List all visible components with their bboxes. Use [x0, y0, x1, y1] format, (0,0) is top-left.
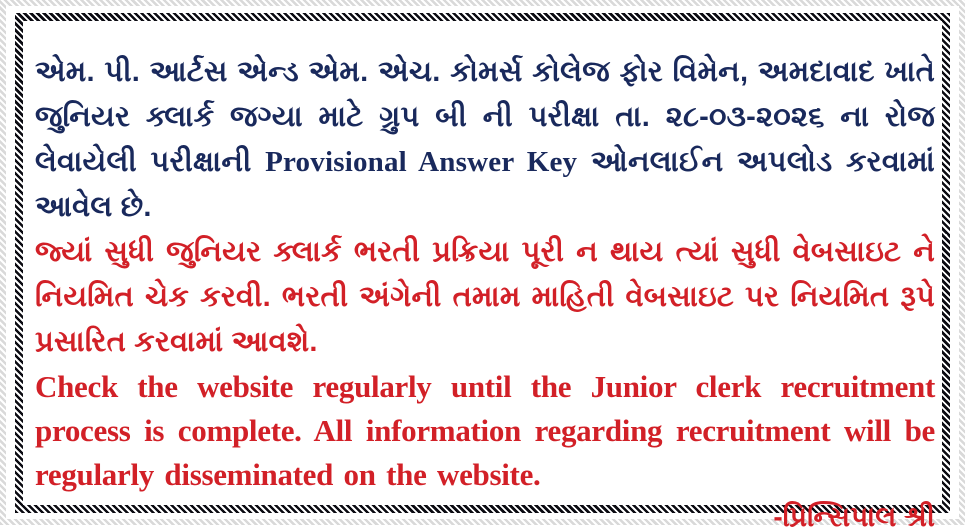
exam-announcement-gujarati-start: એમ. પી. આર્ટસ એન્ડ એમ. એચ. કોમર્સ કોલેજ ફોર વિમેન, અમદાવાદ ખાતે જુનિયર ક્લાર્ક જગ્યા માટે ગ્રુપ બી ની પરીક્ષા તા. ૨૮-૦૩-૨૦૨૬ ના રોજ લેવાયેલી પરીક્ષાની — [35, 56, 935, 178]
notice-paragraph-check-website-gujarati: જ્યાં સુધી જુનિયર ક્લાર્ક ભરતી પ્રક્રિયા પૂરી ન થાય ત્યાં સુધી વેબસાઇટ ને નિયમિત ચેક કરવી. ભરતી અંગેની તમામ માહિતી વેબસાઇટ પર નિયમિત રૂપે પ્રસારિત કરવામાં આવશે. — [35, 236, 935, 358]
signature-principal: -પ્રિન્સિપાલ શ્રી — [773, 501, 935, 532]
notice-content — [35, 50, 935, 532]
provisional-answer-key-term: Provisional Answer Key — [265, 146, 578, 178]
notice-paragraph-check-website-english: Check the website regularly until the Junior clerk recruitment process is complete. All information regarding recruitment will be regularly disseminated on the website. — [35, 369, 935, 492]
exam-announcement-gujarati-end: ઓનલાઈન અપલોડ કરવામાં આવેલ છે. — [35, 146, 935, 223]
notice-paragraph-exam-announcement — [35, 50, 935, 230]
